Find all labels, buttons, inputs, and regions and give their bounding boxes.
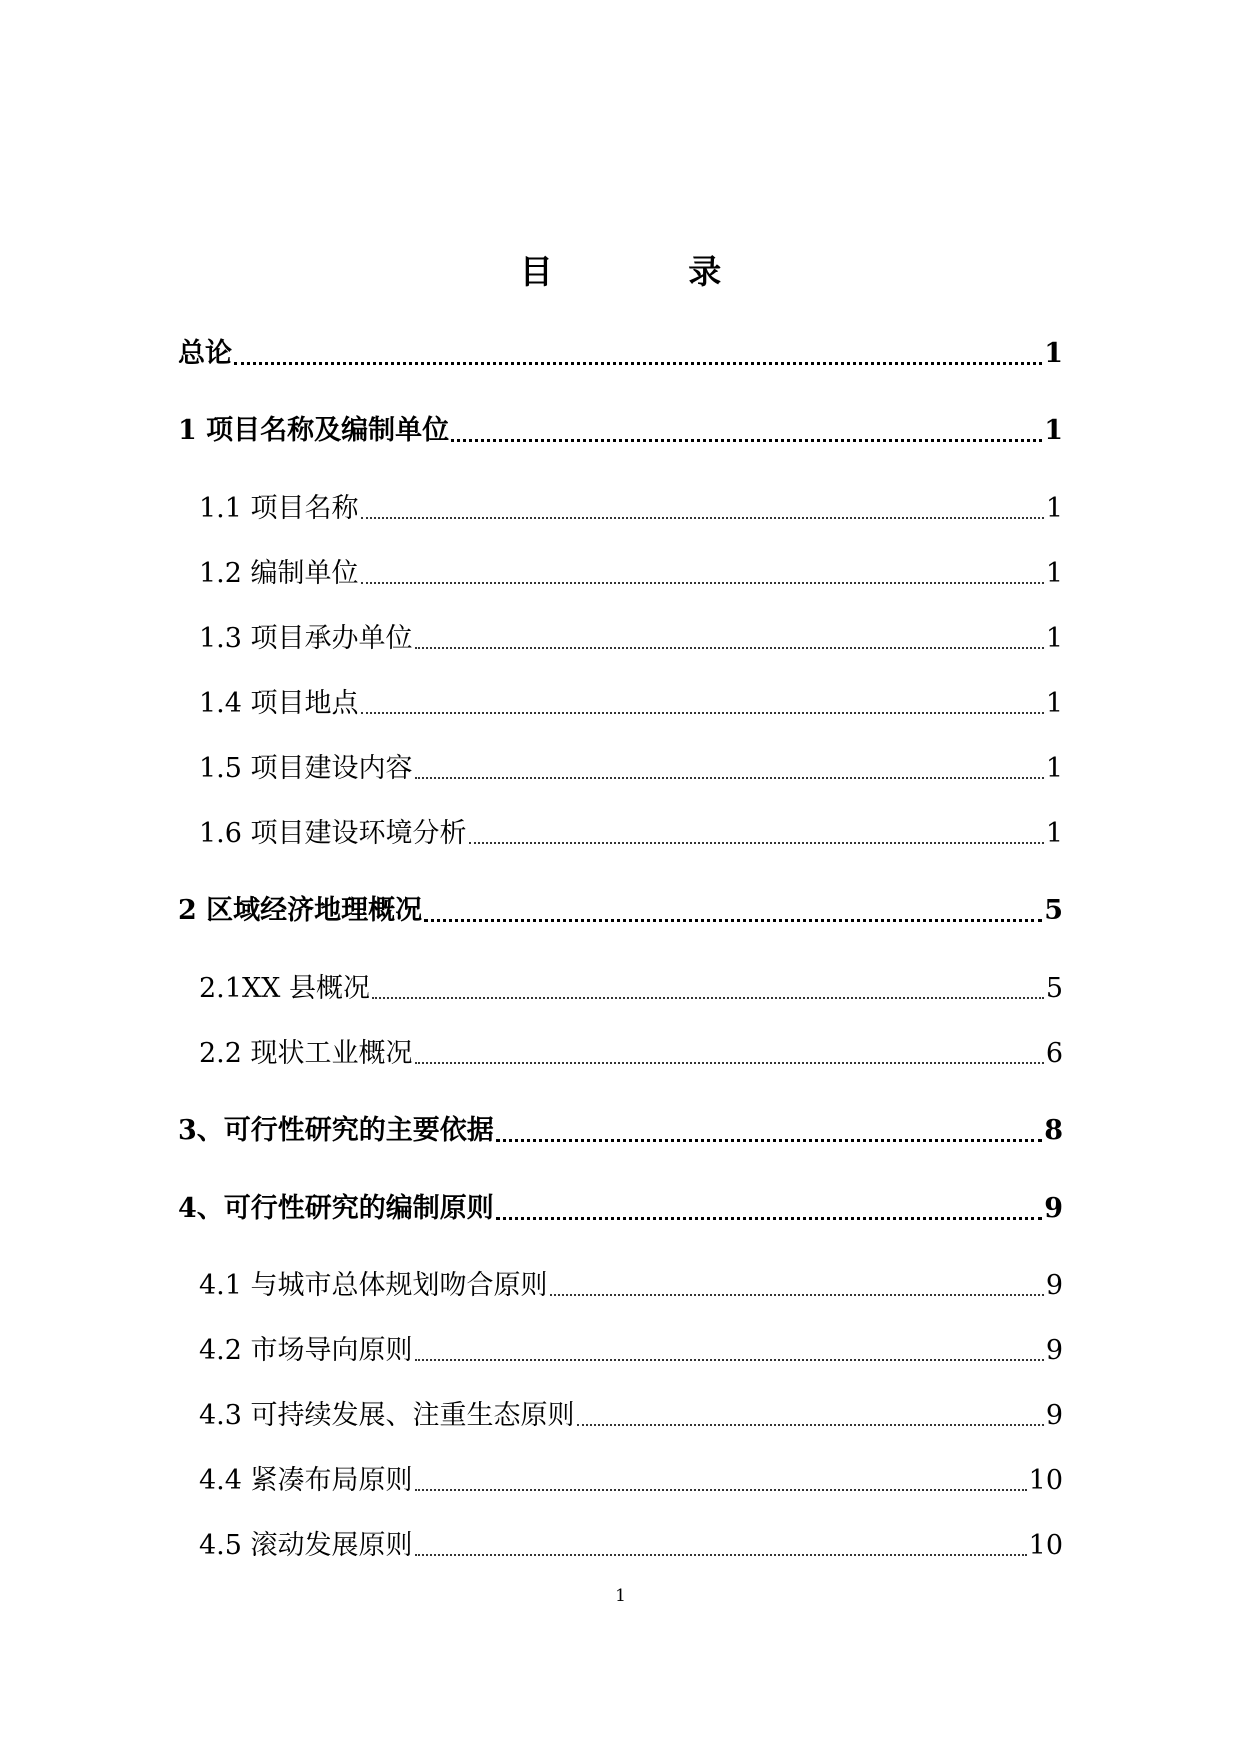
toc-entry-label: 总论	[178, 338, 232, 369]
toc-entry[interactable]	[178, 413, 1063, 449]
toc-entry-page: 1	[1045, 558, 1063, 589]
dot-leader	[361, 712, 1044, 714]
toc-entry-page: 9	[1045, 1270, 1063, 1301]
toc-entry-page: 1	[1045, 818, 1063, 849]
toc-entry-page: 10	[1028, 1530, 1063, 1561]
toc-entry[interactable]	[199, 1036, 1063, 1072]
dot-leader	[415, 1359, 1044, 1361]
dot-leader	[469, 842, 1044, 844]
dot-leader	[415, 1489, 1027, 1491]
dot-leader	[361, 517, 1044, 519]
toc-entry-label: 1.6 项目建设环境分析	[199, 818, 467, 849]
dot-leader	[577, 1424, 1044, 1426]
toc-title: 目 录	[519, 252, 784, 291]
toc-entry-label: 1.3 项目承办单位	[199, 623, 413, 654]
toc-entry-label: 3、可行性研究的主要依据	[178, 1115, 494, 1146]
dot-leader	[415, 777, 1044, 779]
dot-leader	[424, 919, 1042, 922]
toc-entry[interactable]	[178, 1191, 1063, 1227]
dot-leader	[234, 362, 1042, 365]
dot-leader	[496, 1139, 1042, 1142]
toc-entry-label: 1.4 项目地点	[199, 688, 359, 719]
toc-entry[interactable]	[199, 1398, 1063, 1434]
toc-entry[interactable]	[199, 556, 1063, 592]
toc-entry-label: 1 项目名称及编制单位	[178, 415, 450, 446]
dot-leader	[372, 997, 1044, 999]
toc-entry-label: 1.1 项目名称	[199, 493, 359, 524]
toc-entry-page: 9	[1045, 1335, 1063, 1366]
toc-entry[interactable]	[199, 816, 1063, 852]
toc-entry-label: 4、可行性研究的编制原则	[178, 1193, 494, 1224]
toc-entry[interactable]	[199, 491, 1063, 527]
dot-leader	[361, 582, 1044, 584]
toc-entry[interactable]	[199, 1528, 1063, 1564]
dot-leader	[415, 1062, 1044, 1064]
toc-entry-label: 1.2 编制单位	[199, 558, 359, 589]
dot-leader	[451, 439, 1042, 442]
toc-entry[interactable]	[199, 1333, 1063, 1369]
toc-entry-page: 5	[1045, 973, 1063, 1004]
toc-entry-page: 1	[1045, 493, 1063, 524]
toc-entry-label: 4.3 可持续发展、注重生态原则	[199, 1400, 575, 1431]
toc-entry-label: 4.1 与城市总体规划吻合原则	[199, 1270, 548, 1301]
toc-entry-label: 4.2 市场导向原则	[199, 1335, 413, 1366]
toc-entry-label: 2.1XX 县概况	[199, 973, 370, 1004]
toc-entry[interactable]	[199, 971, 1063, 1007]
toc-entry-label: 4.4 紧凑布局原则	[199, 1465, 413, 1496]
dot-leader	[415, 1554, 1027, 1556]
page-number: 1	[615, 1586, 626, 1606]
toc-entry-page: 8	[1044, 1115, 1063, 1146]
toc-entry[interactable]	[178, 336, 1063, 372]
toc-entry-page: 1	[1045, 623, 1063, 654]
toc-entry[interactable]	[199, 1463, 1063, 1499]
toc-entry[interactable]	[178, 893, 1063, 929]
toc-entry-page: 1	[1044, 338, 1063, 369]
dot-leader	[415, 647, 1044, 649]
toc-entry[interactable]	[199, 686, 1063, 722]
toc-entry-page: 5	[1044, 895, 1063, 926]
toc-entry-label: 1.5 项目建设内容	[199, 753, 413, 784]
toc-entry-label: 2 区域经济地理概况	[178, 895, 423, 926]
dot-leader	[550, 1294, 1044, 1296]
toc-entry-page: 1	[1045, 688, 1063, 719]
toc-entry-page: 1	[1044, 415, 1063, 446]
toc-entry-label: 2.2 现状工业概况	[199, 1038, 413, 1069]
toc-entry-label: 4.5 滚动发展原则	[199, 1530, 413, 1561]
toc-entry-page: 6	[1045, 1038, 1063, 1069]
toc-entry-page: 1	[1045, 753, 1063, 784]
toc-entry-page: 9	[1044, 1193, 1063, 1224]
toc-entry[interactable]	[199, 751, 1063, 787]
toc-entry[interactable]	[199, 1268, 1063, 1304]
toc-entry[interactable]	[178, 1113, 1063, 1149]
dot-leader	[496, 1217, 1042, 1220]
toc-entry[interactable]	[199, 621, 1063, 657]
toc-entry-page: 9	[1045, 1400, 1063, 1431]
toc-entry-page: 10	[1028, 1465, 1063, 1496]
